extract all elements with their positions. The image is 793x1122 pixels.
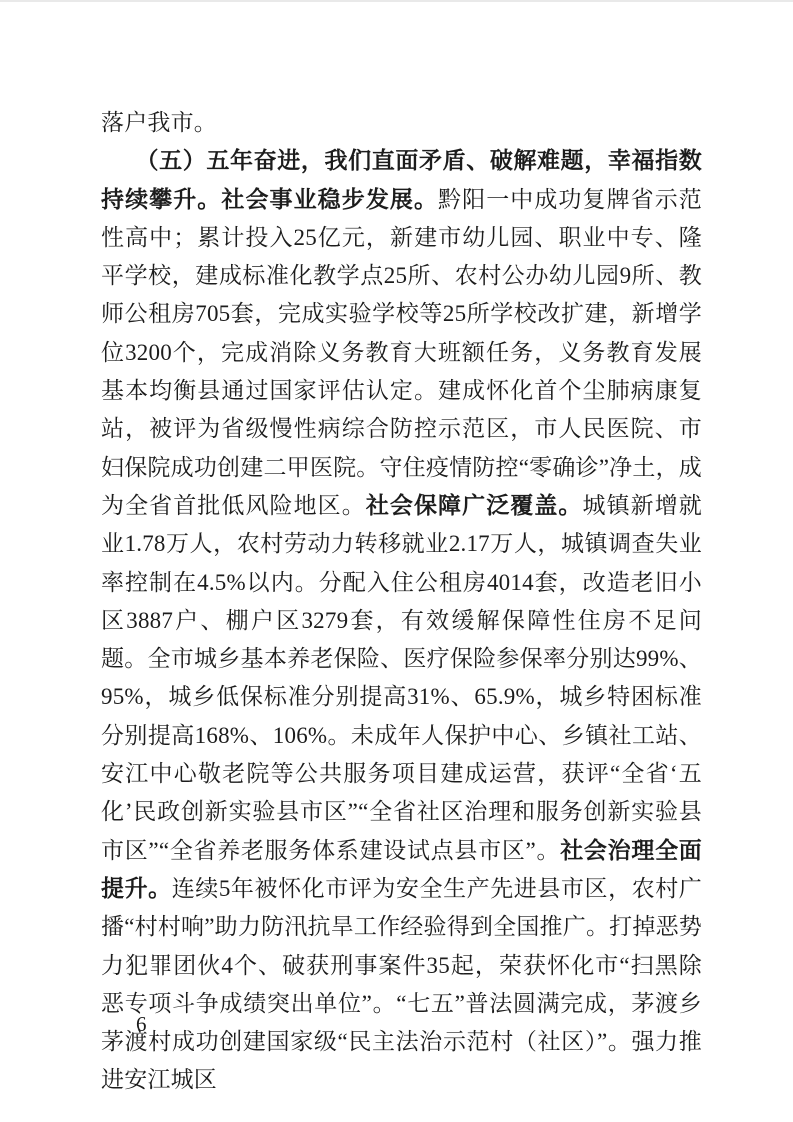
emphasis-text: （五）五年奋进，我们直面矛盾、破解难题，幸福指数持续攀升。 — [101, 148, 702, 212]
emphasis-text: 社会保障广泛覆盖。 — [365, 492, 583, 518]
page-top-edge — [0, 0, 793, 2]
paragraph — [101, 104, 702, 142]
body-text: 黔阳一中成功复牌省示范性高中；累计投入25亿元，新建市幼儿园、职业中专、隆平学校，建成标准化教学点25所、农村公办幼儿园9所、教师公租房705套，完成实验学校等25所学校改扩建，新增学位3200个，完成消除义务教育大班额任务，义务教育发展基本均衡县通过国家评估认定。建成怀化首个尘肺病康复站，被评为省级慢性病综合防控示范区，市人民医院、市妇保院成功创建二甲医院。守住疫情防控“零确诊”净土，成为全省首批低风险地区。 — [101, 186, 702, 518]
body-text: 城镇新增就业1.78万人，农村劳动力转移就业2.17万人，城镇调查失业率控制在4.5%以内。分配入住公租房4014套，改造老旧小区3887户、棚户区3279套，有效缓解保障性住房不足问题。全市城乡基本养老保险、医疗保险参保率分别达99%、95%，城乡低保标准分别提高31%、65.9%，城乡特困标准分别提高168%、106%。未成年人保护中心、乡镇社工站、安江中心敬老院等公共服务项目建成运营，获评“全省‘五化’民政创新实验县市区”“全省社区治理和服务创新实验县市区”“全省养老服务体系建设试点县市区”。 — [101, 492, 702, 863]
body-text: 连续5年被怀化市评为安全生产先进县市区，农村广播“村村响”助力防汛抗旱工作经验得到全国推广。打掉恶势力犯罪团伙4个、破获刑事案件35起，荣获怀化市“扫黑除恶专项斗争成绩突出单位”。“七五”普法圆满完成，茅渡乡茅渡村成功创建国家级“民主法治示范村（社区）”。强力推进安江城区 — [101, 875, 702, 1093]
emphasis-text: 社会治理全面提升。 — [101, 837, 702, 901]
paragraph — [101, 142, 702, 1099]
emphasis-text: 社会事业稳步发展。 — [221, 186, 439, 212]
body-text: 落户我市。 — [101, 110, 217, 135]
page-number: 6 — [136, 1012, 147, 1036]
document-body — [101, 104, 702, 1100]
